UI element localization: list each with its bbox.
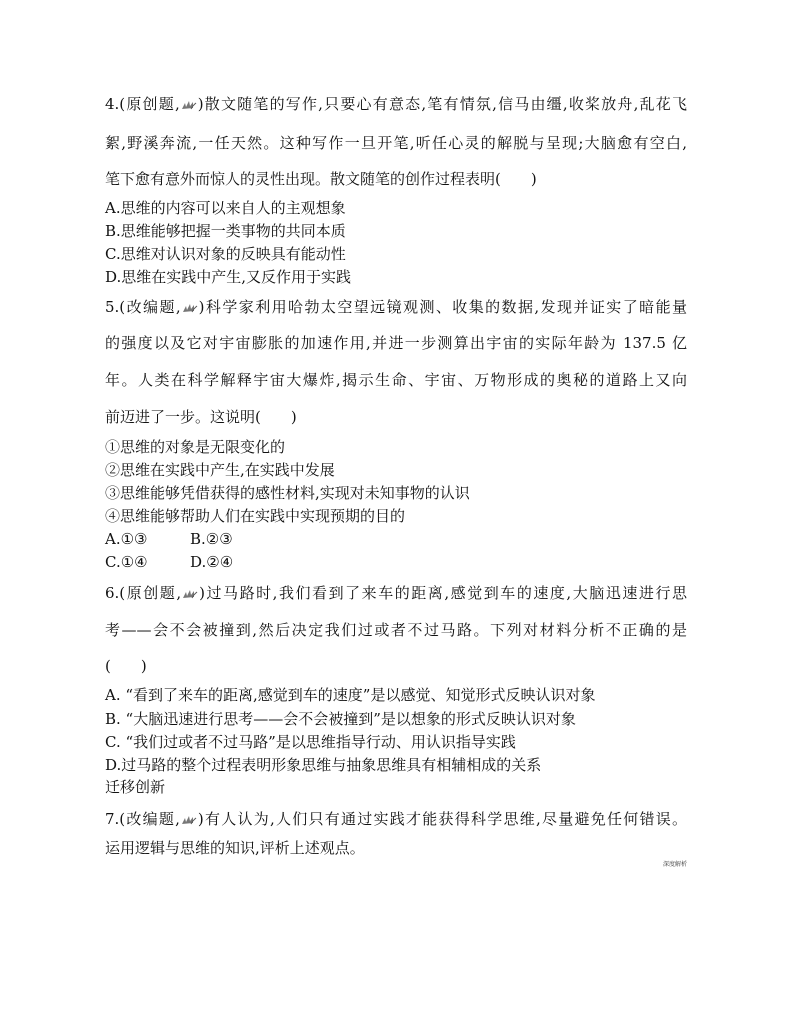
q5-item-4: ④思维能够帮助人们在实践中实现预期的目的 (105, 507, 406, 525)
q5-stem-line-2: 的强度以及它对宇宙膨胀的加速作用,并进一步测算出宇宙的实际年龄为 137.5 亿 (105, 334, 687, 352)
difficulty-stars-icon (182, 303, 198, 314)
footer-tag: 深度解析 (663, 861, 688, 868)
q4-option-b: B.思维能够把握一类事物的共同本质 (105, 222, 346, 240)
q4-number-source: 4.(原创题, (105, 95, 180, 113)
q4-option-a: A.思维的内容可以来自人的主观想象 (105, 199, 346, 217)
q5-option-c: C.①④ (105, 553, 148, 571)
q5-options-row-2 (105, 553, 687, 571)
section-heading: 迁移创新 (105, 778, 166, 796)
q4-stem-line-2: 絮,野溪奔流,一任天然。这种写作一旦开笔,听任心灵的解脱与呈现;大脑愈有空白, (105, 134, 687, 152)
q6-stem-line-2: 考——会不会被撞到,然后决定我们过或者不过马路。下列对材料分析不正确的是 (105, 621, 687, 639)
q5-option-b: B.②③ (190, 530, 233, 548)
q5-option-a: A.①③ (105, 530, 148, 548)
q7-stem-line-1 (105, 810, 687, 828)
q6-option-a: A. “看到了来车的距离,感觉到车的速度”是以感觉、知觉形式反映认识对象 (105, 686, 596, 704)
difficulty-stars-icon (182, 589, 198, 600)
q5-stem-line-1 (105, 298, 687, 316)
q7-number-source: 7.(改编题, (105, 810, 180, 828)
q6-option-d: D.过马路的整个过程表明形象思维与抽象思维具有相辅相成的关系 (105, 756, 542, 774)
q4-option-d: D.思维在实践中产生,又反作用于实践 (105, 268, 352, 286)
q7-stem-line-2: 运用逻辑与思维的知识,评析上述观点。 (105, 839, 365, 857)
q6-option-c: C. “我们过或者不过马路”是以思维指导行动、用认识指导实践 (105, 733, 516, 751)
difficulty-stars-icon (181, 815, 197, 826)
q6-stem-line-1 (105, 584, 687, 602)
q4-stem-line-3: 笔下愈有意外而惊人的灵性出现。散文随笔的创作过程表明( ) (105, 170, 537, 188)
q6-option-b: B. “大脑迅速进行思考——会不会被撞到”是以想象的形式反映认识对象 (105, 710, 576, 728)
difficulty-stars-icon (181, 100, 197, 111)
q4-stem-line-1 (105, 95, 687, 113)
q6-stem-text: )过马路时,我们看到了来车的距离,感觉到车的速度,大脑迅速进行思 (199, 584, 687, 602)
q5-item-2: ②思维在实践中产生,在实践中发展 (105, 461, 335, 479)
q4-option-c: C.思维对认识对象的反映具有能动性 (105, 245, 346, 263)
q7-stem-text: )有人认为,人们只有通过实践才能获得科学思维,尽量避免任何错误。 (197, 810, 687, 828)
q6-stem-line-3: ( ) (105, 657, 147, 675)
q6-number-source: 6.(原创题, (105, 584, 182, 602)
q5-stem-line-3: 年。人类在科学解释宇宙大爆炸,揭示生命、宇宙、万物形成的奥秘的道路上又向 (105, 371, 687, 389)
q5-stem-text: )科学家利用哈勃太空望远镜观测、收集的数据,发现并证实了暗能量 (198, 298, 688, 316)
q5-stem-line-4: 前迈进了一步。这说明( ) (105, 408, 297, 426)
q5-option-d: D.②④ (190, 553, 234, 571)
q5-number-source: 5.(改编题, (105, 298, 181, 316)
q5-options-row-1 (105, 530, 687, 548)
q4-stem-text: )散文随笔的写作,只要心有意态,笔有情氛,信马由缰,收桨放舟,乱花飞 (197, 95, 687, 113)
q5-item-1: ①思维的对象是无限变化的 (105, 438, 286, 456)
q5-item-3: ③思维能够凭借获得的感性材料,实现对未知事物的认识 (105, 484, 470, 502)
